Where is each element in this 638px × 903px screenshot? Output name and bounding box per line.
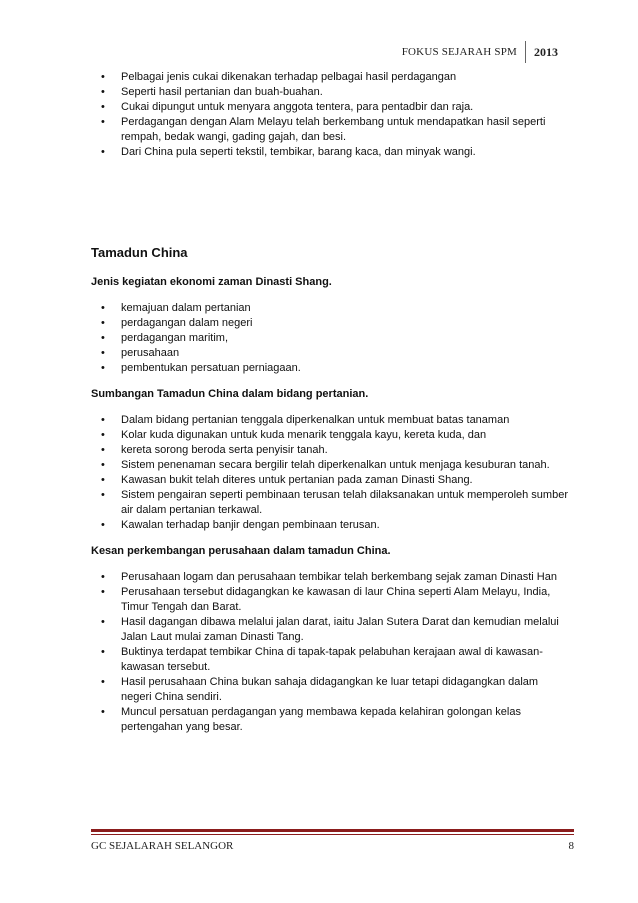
page-header xyxy=(402,40,558,64)
list-item: • kereta sorong beroda serta penyisir tanah. xyxy=(91,443,571,458)
agriculture-list xyxy=(91,413,571,533)
subsection-heading: Jenis kegiatan ekonomi zaman Dinasti Shang. xyxy=(91,276,332,288)
list-item: • Perdagangan dengan Alam Melayu telah berkembang untuk mendapatkan hasil seperti rempah, bedak wangi, gading gajah, dan besi. xyxy=(91,115,571,145)
list-item: • Hasil dagangan dibawa melalui jalan darat, iaitu Jalan Sutera Darat dan kemudian melalui Jalan Laut mulai zaman Dinasti Tang. xyxy=(91,615,571,645)
list-item: • perdagangan maritim, xyxy=(91,331,571,346)
list-item: • Perusahaan tersebut didagangkan ke kawasan di laur China seperti Alam Melayu, India, Timur Tengah dan Barat. xyxy=(91,585,571,615)
list-item: • Hasil perusahaan China bukan sahaja didagangkan ke luar tetapi didagangkan dalam negeri China sendiri. xyxy=(91,675,571,705)
page-number: 8 xyxy=(568,840,574,852)
economic-activities-list xyxy=(91,301,571,376)
list-item: • Kawalan terhadap banjir dengan pembinaan terusan. xyxy=(91,518,571,533)
header-year: 2013 xyxy=(534,44,558,59)
footer-left-text: GC SEJALARAH SELANGOR xyxy=(91,840,234,852)
list-item: • Kolar kuda digunakan untuk kuda menarik tenggala kayu, kereta kuda, dan xyxy=(91,428,571,443)
list-item: • Kawasan bukit telah diteres untuk pertanian pada zaman Dinasti Shang. xyxy=(91,473,571,488)
header-divider xyxy=(525,41,526,63)
subsection-heading: Kesan perkembangan perusahaan dalam tamadun China. xyxy=(91,545,391,557)
list-item: • Sistem penenaman secara bergilir telah diperkenalkan untuk menjaga kesuburan tanah. xyxy=(91,458,571,473)
list-item: • perdagangan dalam negeri xyxy=(91,316,571,331)
footer-rule xyxy=(91,829,574,835)
list-item: • kemajuan dalam pertanian xyxy=(91,301,571,316)
subsection-heading: Sumbangan Tamadun China dalam bidang pertanian. xyxy=(91,388,369,400)
industry-impact-list xyxy=(91,570,571,735)
list-item: • Perusahaan logam dan perusahaan tembikar telah berkembang sejak zaman Dinasti Han xyxy=(91,570,571,585)
footer-rule-thin xyxy=(91,834,574,835)
header-title: FOKUS SEJARAH SPM xyxy=(401,46,517,58)
list-item: • Buktinya terdapat tembikar China di tapak-tapak pelabuhan kerajaan awal di kawasan-kawasan tersebut. xyxy=(91,645,571,675)
page-footer xyxy=(91,840,574,852)
footer-rule-thick xyxy=(91,829,574,832)
list-item: • Sistem pengairan seperti pembinaan terusan telah dilaksanakan untuk memperoleh sumber air dalam pertanian terkawal. xyxy=(91,488,571,518)
section-title: Tamadun China xyxy=(91,245,188,260)
list-item: • perusahaan xyxy=(91,346,571,361)
list-item: • pembentukan persatuan perniagaan. xyxy=(91,361,571,376)
intro-list xyxy=(91,68,571,160)
list-item: • Dalam bidang pertanian tenggala diperkenalkan untuk membuat batas tanaman xyxy=(91,413,571,428)
page-content xyxy=(91,68,571,747)
list-item: • Cukai dipungut untuk menyara anggota tentera, para pentadbir dan raja. xyxy=(91,100,571,115)
list-item: • Seperti hasil pertanian dan buah-buahan. xyxy=(91,85,571,100)
list-item: • Dari China pula seperti tekstil, tembikar, barang kaca, dan minyak wangi. xyxy=(91,145,571,160)
list-item: • Pelbagai jenis cukai dikenakan terhadap pelbagai hasil perdagangan xyxy=(91,70,571,85)
list-item: • Muncul persatuan perdagangan yang membawa kepada kelahiran golongan kelas pertengahan yang besar. xyxy=(91,705,571,735)
